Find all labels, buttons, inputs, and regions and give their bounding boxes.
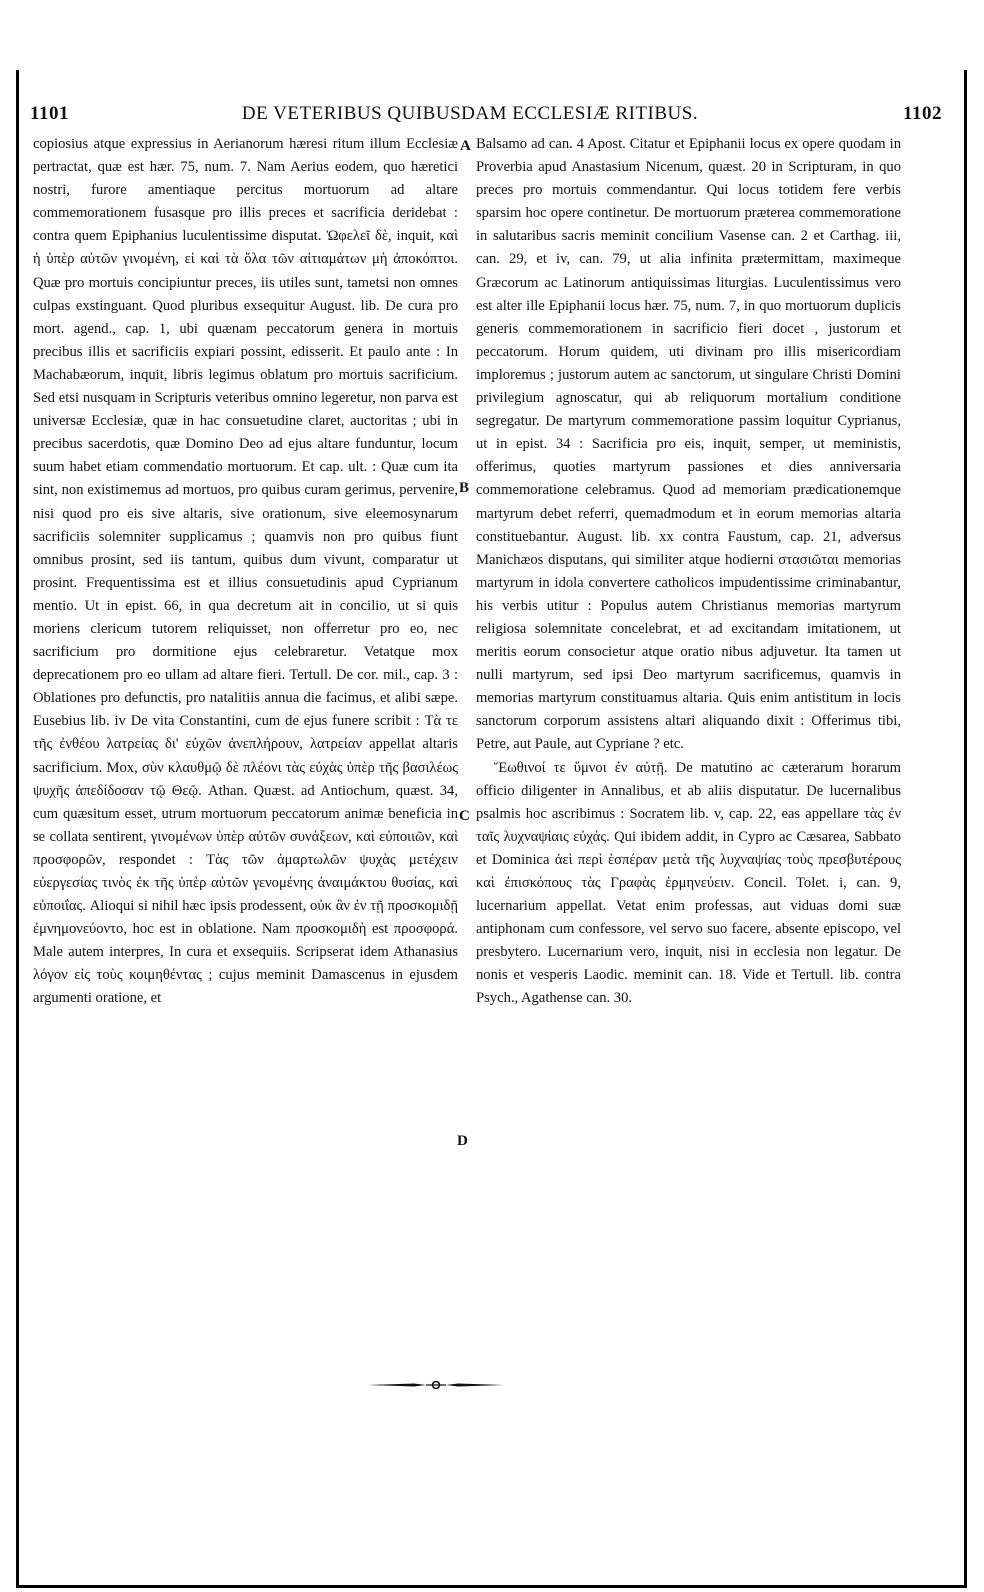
- left-column-text: copiosius atque expressius in Aerianorum hæresi ritum illum Ecclesiæ pertractat, quæ est hær. 75, num. 7. Nam Aerius eodem, quo hæretici nostri, furore amentiaque percitus mortuorum ad altare commemorationem fusasque pro illis preces et sacrificia deridebat : contra quem Epiphanius luculentissime disputat. Ὠφελεῖ δὲ, inquit, καὶ ἡ ὑπὲρ αὐτῶν γινομένη, εἰ καὶ τὰ ὅλα τῶν αἰτιαμάτων μὴ ἀποκόπτοι. Quæ pro mortuis concipiuntur preces, iis utiles sunt, tametsi non omnes culpas exstinguant. Quod pluribus exsequitur August. lib. De cura pro mort. agend., cap. 1, ubi quænam peccatorum genera in mortuis precibus illis et sacrificiis expiari possint, edisserit. Et paulo ante : In Machabæorum, inquit, libris legimus oblatum pro mortuis sacrificium. Sed etsi nusquam in Scripturis veteribus omnino legeretur, non parva est universæ Ecclesiæ, quæ in hac consuetudine claret, auctoritas ; ubi in precibus sacerdotis, quæ Domino Deo ad ejus altare funduntur, locum suum habet etiam commendatio mortuorum. Et cap. ult. : Quæ cum ita sint, non existimemus ad mortuos, pro quibus curam gerimus, pervenire, nisi quod pro eis sive altaris, sive orationum, sive eleemosynarum sacrificiis solemniter supplicamus ; quamvis non pro quibus fiunt omnibus prosint, sed iis tantum, quibus dum vivunt, comparatur ut prosint. Frequentissima est et illius consuetudinis apud Cyprianum mentio. Ut in epist. 66, in qua decretum ait in concilio, ut si quis moriens clericum tutorem reliquisset, non offerretur pro eo, nec sacrificium pro dormitione ejus celebraretur. Vetatque mox deprecationem pro eo ullam ad altare fieri. Tertull. De cor. mil., cap. 3 : Oblationes pro defunctis, pro natalitiis annua die facimus, et alibi sæpe. Eusebius lib. iv De vita Constantini, cum de ejus funere scribit : Τὰ τε τῆς ἐνθέου λατρείας δι' εὐχῶν ἀνεπλήρουν, λατρείαν appellat altaris sacrificium. Mox, σὺν κλαυθμῷ δὲ πλέονι τὰς εὐχὰς ὑπὲρ τῆς βασιλέως ψυχῆς ἀπεδίδοσαν τῷ Θεῷ. Athan. Quæst. ad Antiochum, quæst. 34, cum quæsitum esset, utrum mortuorum peccatorum animæ beneficia in se collata sentirent, γινομένων ὑπὲρ αὐτῶν συνάξεων, καὶ εὐποιιῶν, καὶ προσφορῶν, respondet : Τὰς τῶν ἁμαρτωλῶν ψυχὰς μετέχειν εὐεργεσίας τινὸς ἐκ τῆς ὑπὲρ αὐτῶν γενομένης ἀναιμάκτου θυσίας, καὶ εὐποιΐας. Alioqui si nihil hæc ipsis prodessent, οὐκ ἂν ἐν τῇ προσκομιδῇ ἐμνημονεύοντο, hoc est in oblatione. Nam προσκομιδὴ est προσφορά. Male autem interpres, In cura et exsequiis. Scripserat idem Athanasius λόγον εἰς τοὺς κοιμηθέντας ; cujus meminit Damascenus in ejusdem argumenti oratione, et: [33, 136, 458, 1007]
- running-header: [30, 103, 942, 133]
- left-column: [33, 133, 458, 1011]
- section-marker-d: D: [457, 1133, 468, 1149]
- right-column-text-1: Balsamo ad can. 4 Apost. Citatur et Epiphanii locus ex opere quodam in Proverbia apud Anastasium Nicenum, quæst. 20 in Scripturam, in quo preces pro mortuis commendantur. Qui locus totidem fere verbis sparsim hoc opere continetur. De mortuorum præterea commemoratione in salutaribus sacris meminit concilium Vasense can. 2 et Carthag. iii, can. 29, et iv, can. 79, ut alia infinita prætermittam, maximeque Græcorum ac Latinorum antiquissimas liturgias. Luculentissimus vero est alter ille Epiphanii locus hær. 75, num. 7, in quo mortuorum duplicis generis commemorationem in sacrificio fieri docet , justorum et peccatorum. Horum quidem, uti divinam pro illis misericordiam imploremus ; justorum autem ac sanctorum, ut singulare Christi Domini privilegium agnoscatur, qui ab reliquorum mortalium conditione segregatur. De martyrum commemoratione passim loquitur Cyprianus, ut in epist. 34 : Sacrificia pro eis, inquit, semper, ut meministis, offerimus, quoties martyrum passiones et dies anniversaria commemoratione celebramus. Quod ad memoriam prædicationemque martyrum debet referri, quemadmodum et in eorum memorias altaria constituebantur. August. lib. xx contra Faustum, cap. 21, adversus Manichæos disputans, qui similiter atque hodierni στασιῶται memorias martyrum in idola convertere catholicos impudentissime criminabantur, his verbis utitur : Populus autem Christianus memorias martyrum religiosa solemnitate concelebrat, et ad excitandam imitationem, ut meritis eorum consocietur atque oratio nibus adjuvetur. Ita tamen ut nulli martyrum, sed ipsi Deo martyrum sacrificemus, quamvis in memorias martyrum constituamus altaria. Quis enim antistitum in locis sanctorum corporum assistens altari aliquando dixit : Offerimus tibi, Petre, aut Paule, aut Cypriane ? etc.: [476, 136, 901, 753]
- right-column-text-2: Ἕωθινοί τε ὕμνοι ἐν αὐτῇ. De matutino ac cæterarum horarum officio diligenter in Annalibus, et ab aliis disputatur. De lucernalibus psalmis hoc ascribimus : Socratem lib. v, cap. 22, eas appellare τὰς ἐν ταῖς λυχναψίαις εὐχάς. Qui ibidem addit, in Cypro ac Cæsarea, Sabbato et Dominica ἀεὶ περὶ ἑσπέραν μετὰ τῆς λυχναψίας τοὺς πρεσβυτέρους καὶ ἐπισκόπους τὰς Γραφὰς ἑρμηνεύειν. Concil. Tolet. i, can. 9, lucernarium appellat. Vetat enim professas, aut viduas domi suæ antiphonam cum confessore, vel servo suo facere, absente episcopo, vel presbytero. Lucernarium vero, inquit, nisi in ecclesia non legatur. De nonis et vesperis Laodic. meminit can. 18. Vide et Tertull. lib. contra Psych., Agathense can. 30.: [476, 759, 901, 1007]
- page-number-left: 1101: [30, 103, 69, 124]
- page-number-right: 1102: [903, 103, 942, 124]
- section-marker-c: C: [459, 808, 470, 824]
- section-marker-a: A: [460, 138, 471, 154]
- running-title: DE VETERIBUS QUIBUSDAM ECCLESIÆ RITIBUS.: [241, 103, 699, 124]
- right-column: [476, 133, 901, 1011]
- end-ornament-icon: [366, 1378, 506, 1392]
- section-marker-b: B: [459, 480, 470, 496]
